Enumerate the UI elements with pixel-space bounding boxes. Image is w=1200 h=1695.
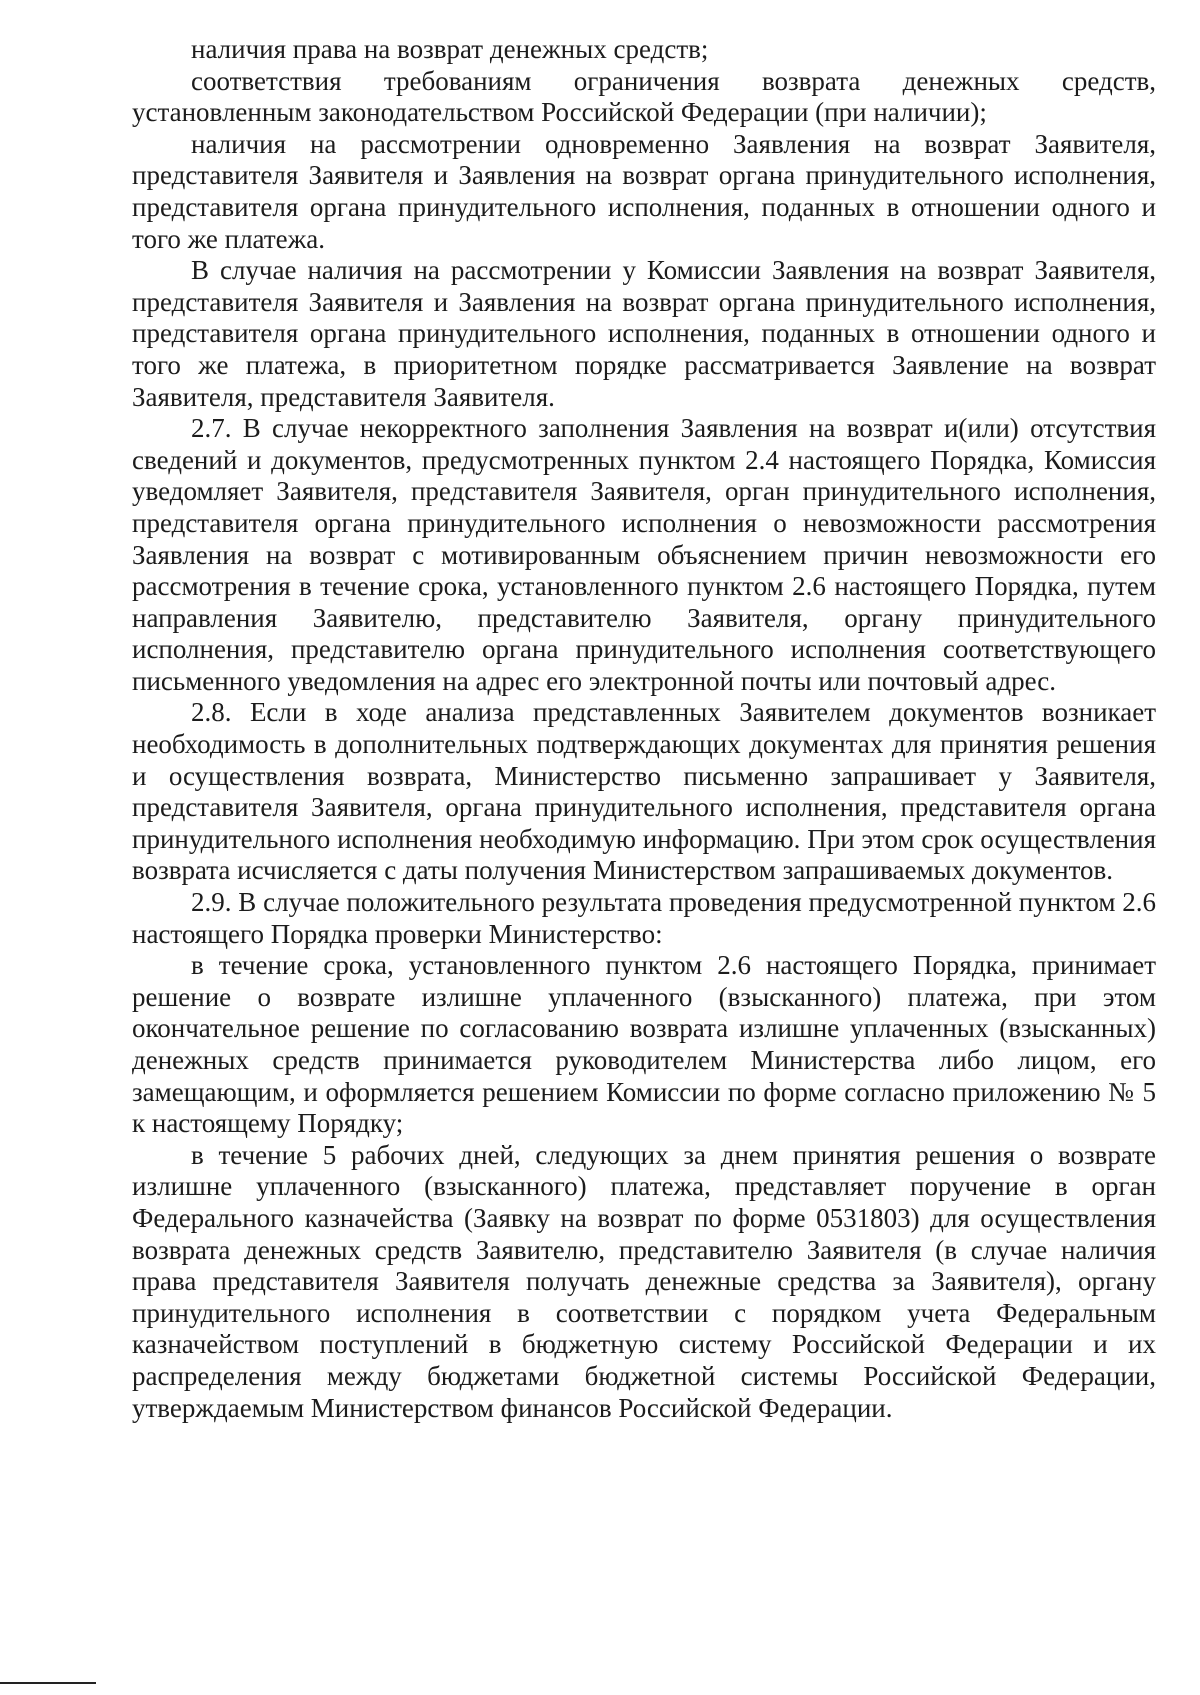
paragraph-decision: в течение срока, установленного пунктом 2.6 настоящего Порядка, принимает решение о возврате излишне уплаченного (взысканного) платежа, при этом окончательное решение по согласованию возврата излишне уплаченных (взысканных) денежных средств принимается руководителем Министерства либо лицом, его замещающим, и оформляется решением Комиссии по форме согласно приложению № 5 к настоящему Порядку; — [132, 950, 1156, 1139]
paragraph-4: В случае наличия на рассмотрении у Комиссии Заявления на возврат Заявителя, представителя Заявителя и Заявления на возврат органа принудительного исполнения, представителя органа принудительного исполнения, поданных в отношении одного и того же платежа, в приоритетном порядке рассматривается Заявление на возврат Заявителя, представителя Заявителя. — [132, 255, 1156, 412]
paragraph-1: наличия права на возврат денежных средств; — [191, 34, 709, 64]
paragraph-2-9: 2.9. В случае положительного результата проведения предусмотренной пунктом 2.6 настоящего Порядка проверки Министерство: — [132, 887, 1156, 949]
footnote-separator — [0, 1682, 96, 1684]
paragraph-2-8: 2.8. Если в ходе анализа представленных Заявителем документов возникает необходимость в дополнительных подтверждающих документах для принятия решения и осуществления возврата, Министерство письменно запрашивает у Заявителя, представителя Заявителя, органа принудительного исполнения, представителя органа принудительного исполнения необходимую информацию. При этом срок осуществления возврата исчисляется с даты получения Министерством запрашиваемых документов. — [132, 697, 1156, 886]
paragraph-2: соответствия требованиям ограничения возврата денежных средств, установленным законодательством Российской Федерации (при наличии); — [132, 65, 1156, 128]
paragraph-2-7: 2.7. В случае некорректного заполнения Заявления на возврат и(или) отсутствия сведений и документов, предусмотренных пунктом 2.4 настоящего Порядка, Комиссия уведомляет Заявителя, представителя Заявителя, орган принудительного исполнения, представителя органа принудительного исполнения о невозможности рассмотрения Заявления на возврат с мотивированным объяснением причин невозможности его рассмотрения в течение срока, установленного пунктом 2.6 настоящего Порядка, путем направления Заявителю, представителю Заявителя, органу принудительного исполнения, представителю органа принудительного исполнения соответствующего письменного уведомления на адрес его электронной почты или почтовый адрес. — [132, 413, 1156, 696]
paragraph-3: наличия на рассмотрении одновременно Заявления на возврат Заявителя, представителя Заявителя и Заявления на возврат органа принудительного исполнения, представителя органа принудительного исполнения, поданных в отношении одного и того же платежа. — [132, 128, 1156, 254]
paragraph-order: в течение 5 рабочих дней, следующих за днем принятия решения о возврате излишне уплаченного (взысканного) платежа, представляет поручение в орган Федерального казначейства (Заявку на возврат по форме 0531803) для осуществления возврата денежных средств Заявителю, представителю Заявителя (в случае наличия права представителя Заявителя получать денежные средства за Заявителя), органу принудительного исполнения в соответствии с порядком учета Федеральным казначейством поступлений в бюджетную систему Российской Федерации и их распределения между бюджетами бюджетной системы Российской Федерации, утверждаемым Министерством финансов Российской Федерации. — [132, 1139, 1156, 1423]
document-page — [132, 34, 1156, 1424]
